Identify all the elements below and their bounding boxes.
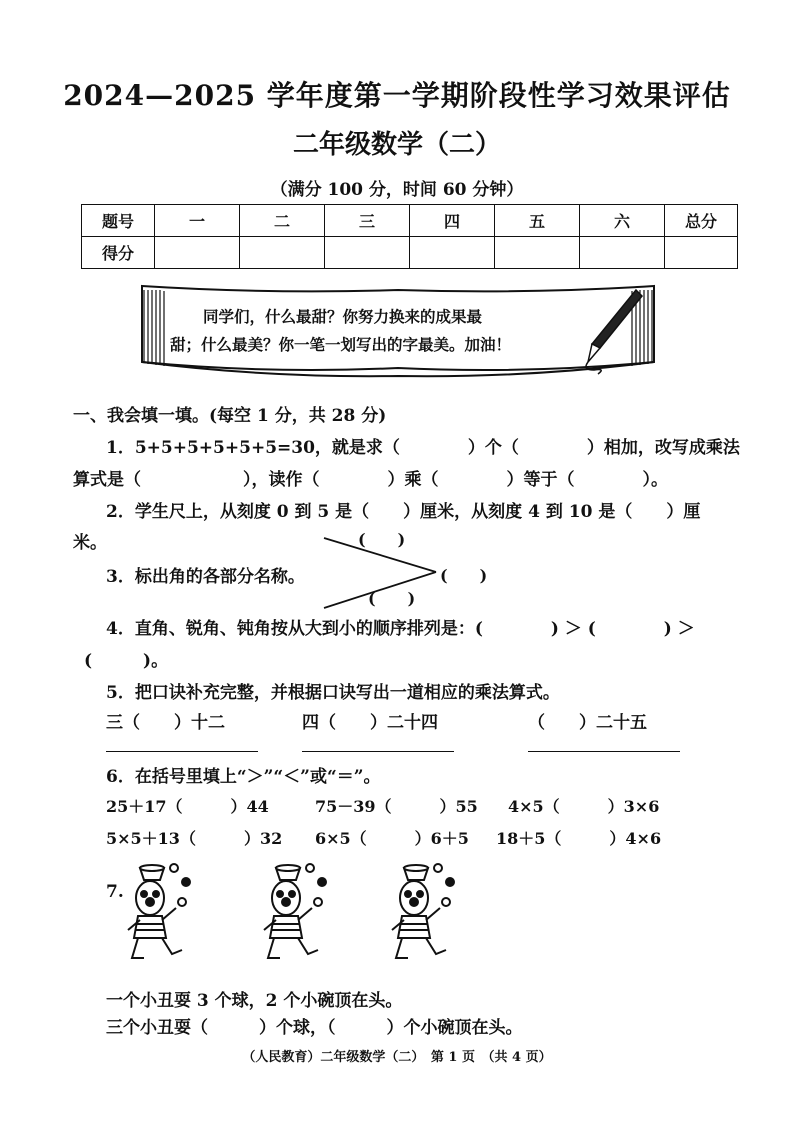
table-header-cell: 一 — [155, 205, 240, 237]
score-cell[interactable] — [240, 237, 325, 269]
clown-illustration — [258, 858, 338, 970]
exam-subtitle: 二年级数学（二） — [292, 130, 501, 160]
score-cell[interactable] — [155, 237, 240, 269]
angle-vertex-blank[interactable]: ( ) — [440, 566, 488, 585]
page-footer: （人民教育）二年级数学（二） 第 1 页 （共 4 页） — [242, 1050, 552, 1065]
score-cell[interactable] — [410, 237, 495, 269]
answer-line[interactable] — [106, 751, 258, 752]
score-cell[interactable] — [325, 237, 410, 269]
clown-illustration — [386, 858, 466, 970]
answer-line[interactable] — [528, 751, 680, 752]
question-7-line-2: 三个小丑耍（ ）个球，（ ）个小碗顶在头。 — [106, 1018, 523, 1038]
encouragement-banner — [138, 282, 658, 382]
table-header-cell: 四 — [410, 205, 495, 237]
question-2-line-2: 米。 — [73, 533, 107, 553]
table-header-cell: 三 — [325, 205, 410, 237]
table-header-cell: 二 — [240, 205, 325, 237]
question-5-text: 5．把口诀补充完整，并根据口诀写出一道相应的乘法算式。 — [106, 683, 560, 703]
score-cell[interactable] — [580, 237, 665, 269]
angle-side-blank-lower[interactable]: ( ) — [368, 589, 416, 608]
compare-item: 6×5（ ）6＋5 — [315, 829, 469, 848]
angle-side-blank[interactable]: ( ) — [358, 530, 406, 549]
question-7-line-1: 一个小丑耍 3 个球，2 个小碗顶在头。 — [106, 991, 403, 1011]
score-table — [81, 204, 738, 269]
compare-item: 75－39（ ）55 — [315, 797, 478, 816]
answer-line[interactable] — [302, 751, 454, 752]
compare-item: 5×5＋13（ ）32 — [106, 829, 283, 848]
mnemonic-item-3: （ ）二十五 — [528, 713, 647, 733]
clown-illustration — [122, 858, 202, 970]
table-header-cell: 题号 — [82, 205, 155, 237]
table-header-cell: 总分 — [665, 205, 738, 237]
banner-line-1: 同学们，什么最甜？你努力换来的成果最 — [203, 307, 483, 326]
question-2-line-1: 2．学生尺上，从刻度 0 到 5 是（ ）厘米，从刻度 4 到 10 是（ ）厘 — [106, 502, 701, 522]
table-header-cell: 六 — [580, 205, 665, 237]
table-row — [82, 205, 738, 237]
question-4-line-2: ( )。 — [84, 651, 169, 671]
compare-item: 4×5（ ）3×6 — [508, 797, 660, 816]
section-heading: 一、我会填一填。(每空 1 分，共 28 分) — [73, 406, 387, 426]
question-4-line-1: 4．直角、锐角、钝角按从大到小的顺序排列是：( ) ＞ ( ) ＞ — [106, 619, 695, 639]
mnemonic-item-2: 四（ ）二十四 — [302, 713, 438, 733]
question-3-text: 3．标出角的各部分名称。 — [106, 567, 305, 587]
table-header-cell: 五 — [495, 205, 580, 237]
question-7-label: 7. — [106, 882, 124, 902]
compare-item: 18＋5（ ）4×6 — [496, 829, 662, 848]
compare-item: 25＋17（ ）44 — [106, 797, 269, 816]
exam-info: （满分 100 分，时间 60 分钟） — [270, 180, 524, 200]
mnemonic-item-1: 三（ ）十二 — [106, 713, 225, 733]
table-row-label: 得分 — [82, 237, 155, 269]
exam-title: 2024—2025 学年度第一学期阶段性学习效果评估 — [63, 79, 731, 112]
question-1-line-1: 1．5+5+5+5+5+5=30，就是求（ ）个（ ）相加，改写成乘法 — [106, 438, 740, 458]
question-1-line-2: 算式是（ ），读作（ ）乘（ ）等于（ ）。 — [73, 470, 668, 490]
question-6-text: 6．在括号里填上“＞”“＜”或“＝”。 — [106, 767, 381, 787]
pen-icon — [576, 286, 646, 376]
table-row — [82, 237, 738, 269]
score-cell[interactable] — [495, 237, 580, 269]
banner-line-2: 甜；什么最美？你一笔一划写出的字最美。加油！ — [170, 335, 512, 354]
score-cell[interactable] — [665, 237, 738, 269]
